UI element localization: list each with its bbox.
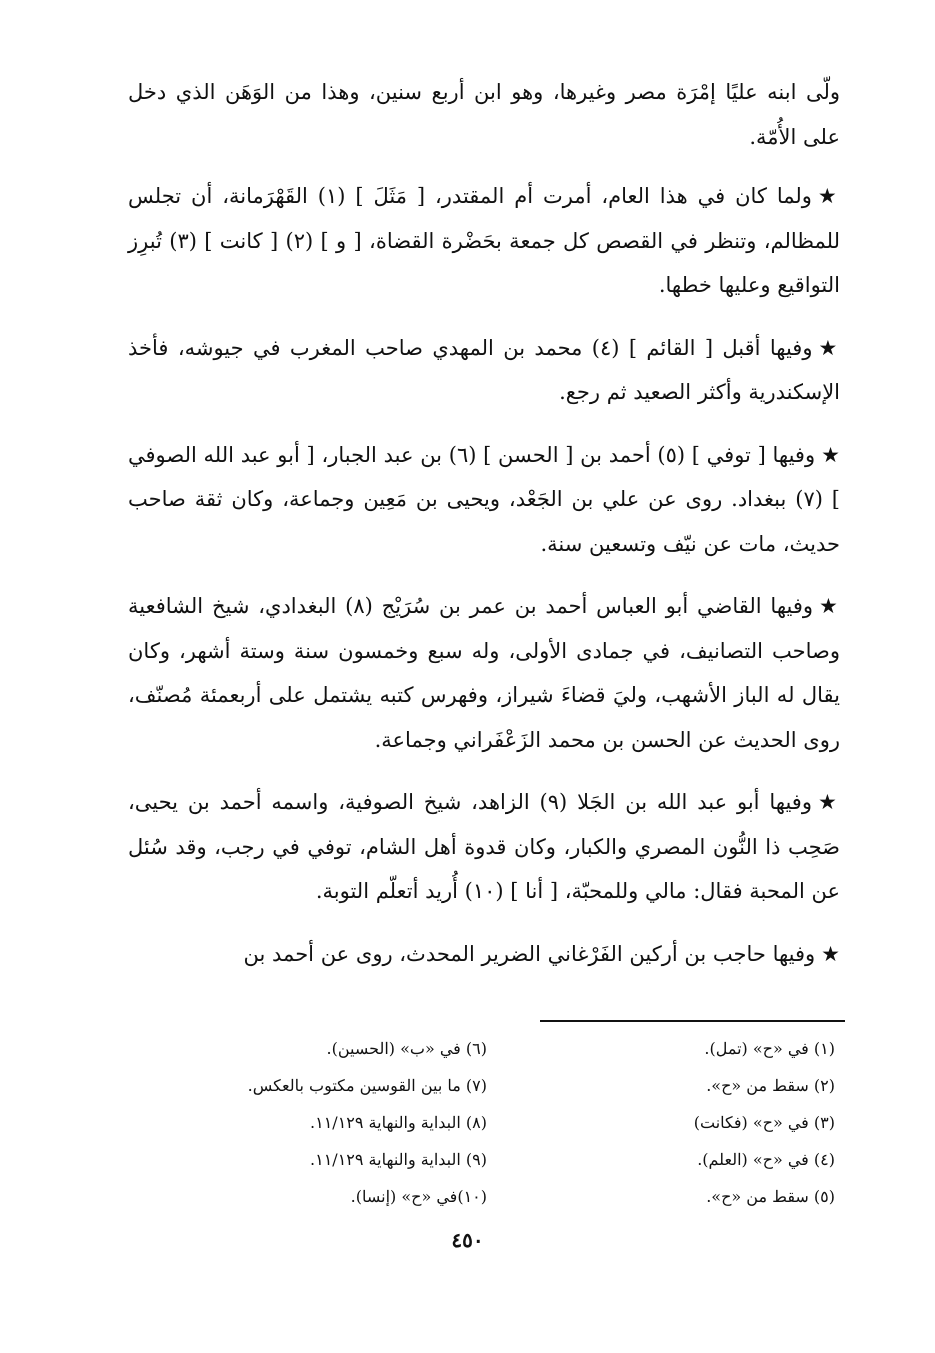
footnote: (٨) البداية والنهاية ١١/١٢٩. — [310, 1113, 487, 1132]
footnotes-left-column — [187, 1030, 487, 1215]
paragraph-text: وفيها القاضي أبو العباس أحمد بن عمر بن سُرَيْج (٨) البغدادي، شيخ الشافعية وصاحب التصانيف، في جمادى الأولى، وله سبع وخمسون سنة وستة أشهر، وكان يقال له الباز الأشهب، وليَ قضاءَ شيراز، وفهرس كتبه يشتمل على أربعمئة مُصنّف، روى الحديث عن الحسن بن محمد الزَعْفَراني وجماعة. — [128, 594, 840, 752]
footnote-divider — [540, 1020, 845, 1022]
footnote: (٦) في «ب» (الحسين). — [326, 1039, 487, 1058]
footnote: (١٠)في «ح» (إنسا). — [350, 1187, 487, 1206]
paragraph-6 — [128, 780, 840, 914]
paragraph-5 — [128, 584, 840, 762]
star-icon: ★ — [821, 442, 840, 467]
paragraph-text: وفيها أبو عبد الله بن الجَلا (٩) الزاهد، شيخ الصوفية، واسمه أحمد بن يحيى، صَحِب ذا النُّون المصري والكبار، وكان قدوة أهل الشام، توفي في رجب، وقد سُئل عن المحبة فقال: مالي وللمحبّة، [ أنا ] (١٠) أُريد أتعلّم التوبة. — [128, 790, 840, 903]
paragraph-7 — [128, 932, 840, 977]
paragraph-1 — [128, 70, 840, 159]
footnote: (٢) سقط من «ح». — [706, 1076, 835, 1095]
star-icon: ★ — [818, 335, 841, 360]
star-icon: ★ — [819, 594, 840, 618]
star-icon: ★ — [817, 790, 840, 814]
star-icon: ★ — [817, 184, 840, 208]
footnote: (٥) سقط من «ح». — [706, 1187, 835, 1206]
paragraph-4 — [128, 433, 840, 567]
footnote: (٣) في «ح» (فكانت) — [693, 1113, 835, 1132]
page-number: ٤٥٠ — [451, 1228, 484, 1252]
footnote: (٤) في «ح» (العلم). — [697, 1150, 835, 1169]
footnotes-right-column — [575, 1030, 835, 1215]
footnote: (٧) ما بين القوسين مكتوب بالعكس. — [247, 1076, 487, 1095]
paragraph-text: ولما كان في هذا العام، أمرت أم المقتدر، [ مَثَلَ ] (١) القَهْرَمانة، أن تجلس للمظالم، وتنظر في القصص كل جمعة بحَضْرة القضاة، [ و ] (٢) [ كانت ] (٣) تُبرِز التواقيع وعليها خطها. — [128, 184, 841, 297]
footnote: (٩) البداية والنهاية ١١/١٢٩. — [310, 1150, 487, 1169]
footnote: (١) في «ح» (تمل). — [704, 1039, 835, 1058]
paragraph-text: وفيها أقبل [ القائم ] (٤) محمد بن المهدي صاحب المغرب في جيوشه، فأخذ الإسكندرية وأكثر الصعيد ثم رجع. — [128, 335, 840, 404]
paragraph-text: وفيها حاجب بن أركين الفَرْغاني الضرير المحدث، روى عن أحمد بن — [243, 941, 816, 966]
paragraph-3 — [128, 326, 840, 415]
main-text — [128, 70, 840, 994]
paragraph-text: ولّى ابنه عليًا إمْرَة مصر وغيرها، وهو ابن أربع سنين، وهذا من الوَهَن الذي دخل على الأُمّة. — [128, 80, 840, 149]
paragraph-text: وفيها [ توفي ] (٥) أحمد بن [ الحسن ] (٦) بن عبد الجبار، [ أبو عبد الله الصوفي ] (٧) ببغداد. روى عن علي بن الجَعْد، ويحيى بن مَعِين وجماعة، وكان ثقة صاحب حديث، مات عن نيّف وتسعين سنة. — [128, 442, 840, 556]
paragraph-2 — [128, 174, 840, 308]
star-icon: ★ — [821, 941, 840, 966]
